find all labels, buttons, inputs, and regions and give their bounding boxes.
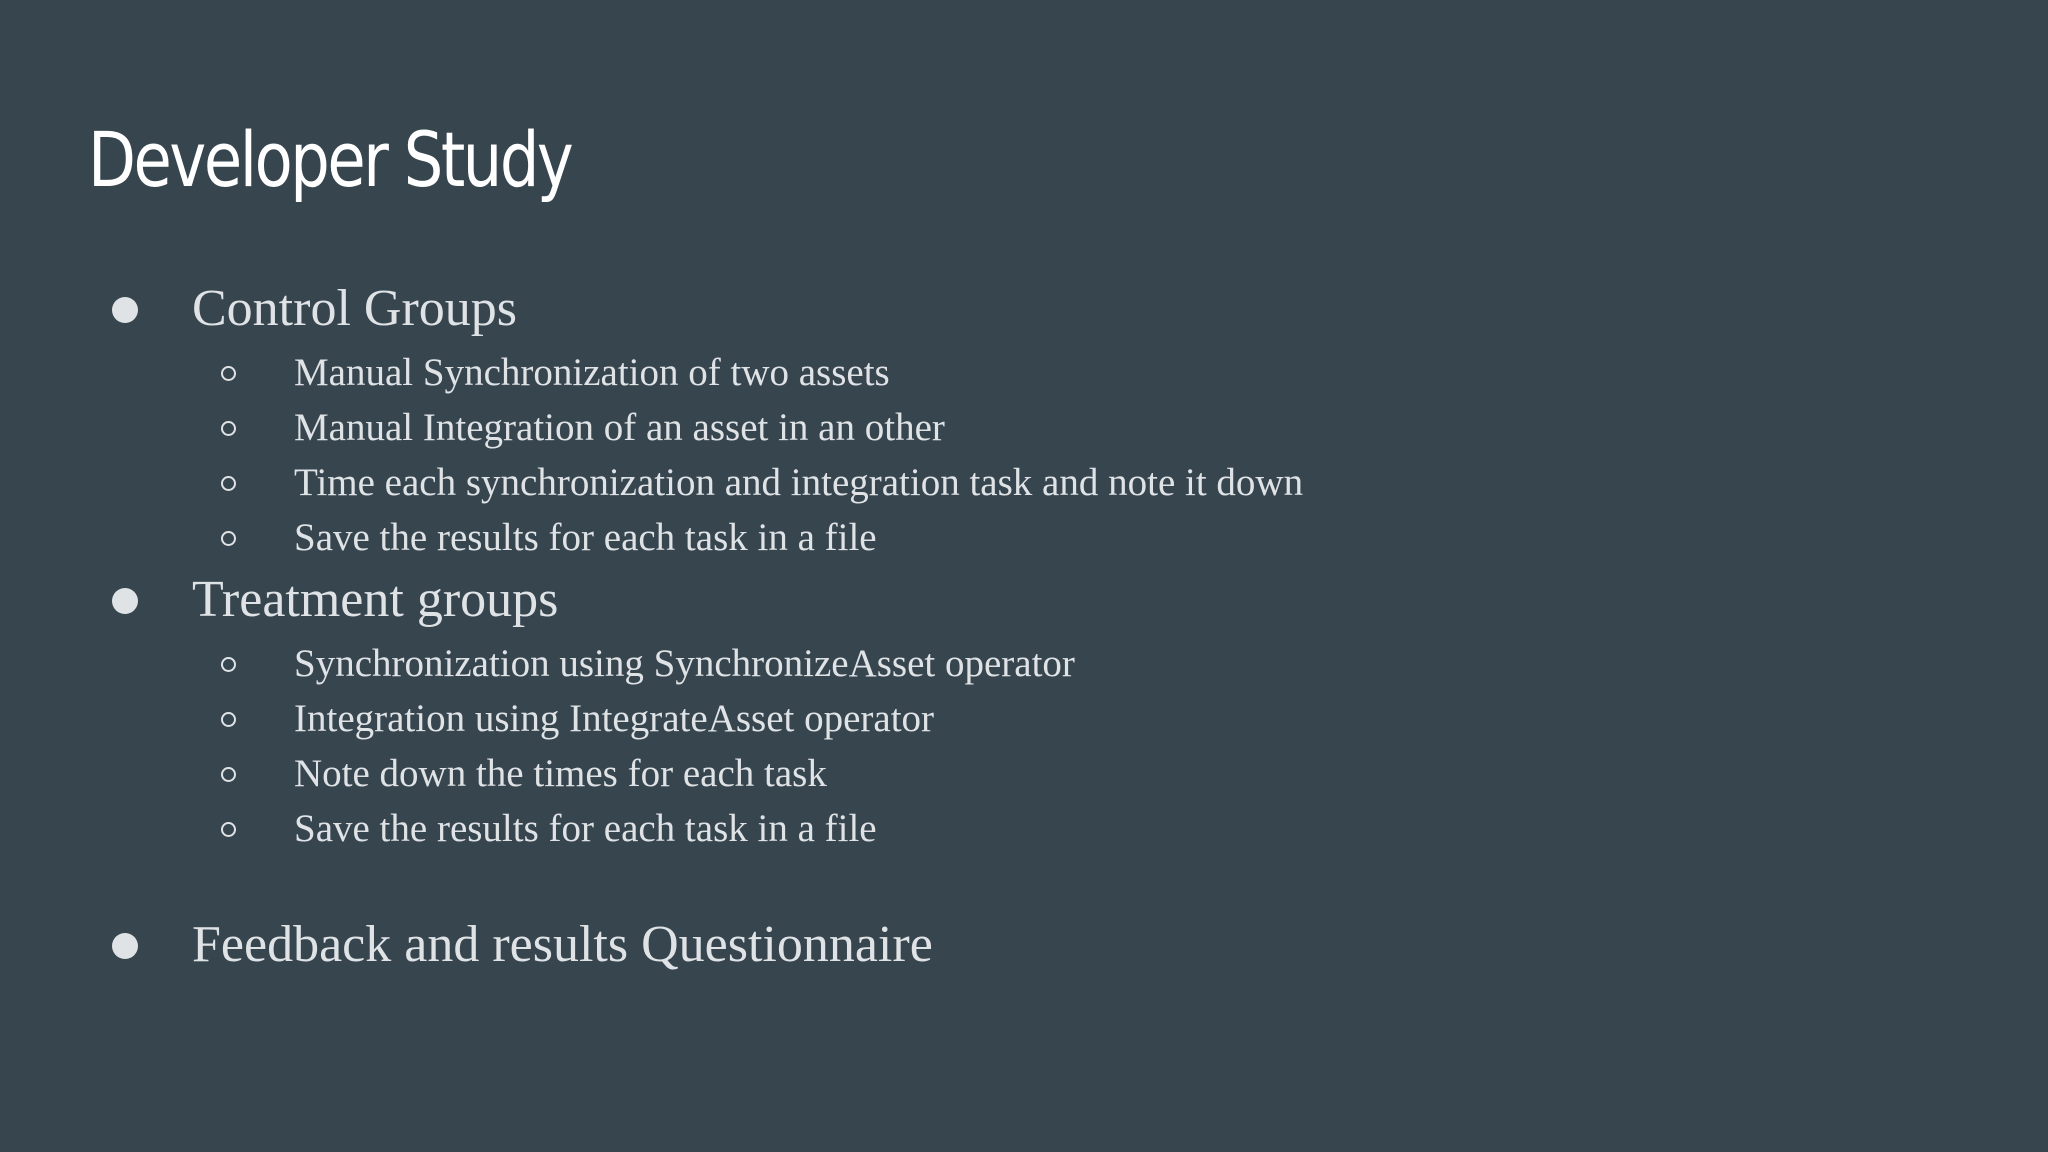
sub-bullet-icon (221, 657, 236, 672)
sub-bullet-label: Save the results for each task in a file (294, 807, 877, 850)
sub-bullet-icon (221, 767, 236, 782)
bullet-label: Control Groups (192, 280, 517, 337)
bullet-label: Treatment groups (192, 571, 559, 628)
sub-bullet-icon (221, 822, 236, 837)
sub-bullet-label: Manual Synchronization of two assets (294, 351, 890, 394)
bullet-label: Feedback and results Questionnaire (192, 916, 933, 973)
sub-bullet-label: Manual Integration of an asset in an other (294, 406, 945, 449)
sub-bullet-icon (221, 712, 236, 727)
sub-bullet-label: Note down the times for each task (294, 752, 827, 795)
sub-bullet-label: Synchronization using SynchronizeAsset operator (294, 642, 1075, 685)
sub-bullet-label: Time each synchronization and integration task and note it down (294, 461, 1304, 504)
sub-bullet-icon (221, 531, 236, 546)
bullet-icon (112, 933, 138, 959)
sub-bullet-label: Save the results for each task in a file (294, 516, 877, 559)
bullet-icon (112, 588, 138, 614)
sub-bullet-icon (221, 476, 236, 491)
sub-bullet-icon (221, 366, 236, 381)
sub-bullet-icon (221, 421, 236, 436)
sub-bullet-label: Integration using IntegrateAsset operator (294, 697, 935, 740)
bullet-icon (112, 297, 138, 323)
slide-title: Developer Study (88, 115, 572, 204)
